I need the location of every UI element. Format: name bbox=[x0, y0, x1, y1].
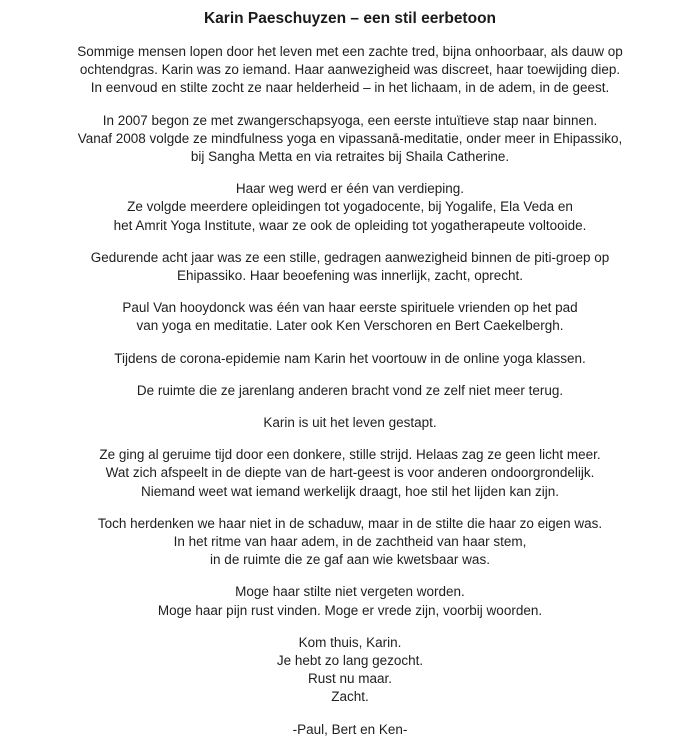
paragraph bbox=[0, 249, 700, 285]
paragraph bbox=[0, 515, 700, 570]
text-line: Haar weg werd er één van verdieping. bbox=[235, 181, 465, 197]
text-line: in de ruimte die ze gaf aan wie kwetsbaar was. bbox=[210, 552, 490, 568]
text-line: Kom thuis, Karin. bbox=[298, 634, 402, 650]
text-line: Sommige mensen lopen door het leven met een zachte tred, bijna onhoorbaar, als dauw op bbox=[77, 44, 623, 59]
text-line: Rust nu maar. bbox=[307, 671, 393, 687]
text-line: Ze volgde meerdere opleidingen tot yogadocente, bij Yogalife, Ela Veda en bbox=[127, 199, 573, 215]
text-line: In 2007 begon ze met zwangerschapsyoga, een eerste intuïtieve stap naar binnen. bbox=[102, 112, 598, 128]
text-line: Wat zich afspeelt in de diepte van de hart-geest is voor anderen ondoorgrondelijk. bbox=[105, 465, 595, 481]
paragraph bbox=[0, 299, 700, 335]
text-line: Ehipassiko. Haar beoefening was innerlijk, zacht, oprecht. bbox=[177, 268, 523, 284]
paragraph bbox=[0, 112, 700, 167]
text-line: Niemand weet wat iemand werkelijk draagt, hoe stil het lijden kan zijn. bbox=[141, 483, 559, 499]
text-line: De ruimte die ze jarenlang anderen bracht vond ze zelf niet meer terug. bbox=[136, 382, 564, 398]
paragraph bbox=[0, 721, 700, 739]
text-line: -Paul, Bert en Ken- bbox=[292, 721, 408, 737]
text-line: van yoga en meditatie. Later ook Ken Verschoren en Bert Caekelbergh. bbox=[136, 318, 564, 334]
text-line: het Amrit Yoga Institute, waar ze ook de opleiding tot yogatherapeute voltooide. bbox=[113, 217, 587, 233]
text-line: Moge haar stilte niet vergeten worden. bbox=[235, 584, 465, 600]
text-line: Tijdens de corona-epidemie nam Karin het voortouw in de online yoga klassen. bbox=[114, 350, 586, 366]
paragraph bbox=[0, 180, 700, 235]
text-line: Zacht. bbox=[331, 689, 369, 705]
text-line: Je hebt zo lang gezocht. bbox=[276, 653, 424, 669]
text-line: Moge haar pijn rust vinden. Moge er vrede zijn, voorbij woorden. bbox=[157, 602, 543, 618]
paragraph bbox=[0, 583, 700, 619]
text-line: Paul Van hooydonck was één van haar eerste spirituele vrienden op het pad bbox=[122, 300, 578, 316]
paragraph bbox=[0, 43, 700, 98]
text-line: In het ritme van haar adem, in de zachtheid van haar stem, bbox=[173, 534, 527, 550]
text-line: In eenvoud en stilte zocht ze naar helderheid – in het lichaam, in de adem, in de geest. bbox=[90, 80, 610, 96]
page-title: Karin Paeschuyzen – een stil eerbetoon bbox=[203, 10, 497, 27]
paragraph bbox=[0, 414, 700, 432]
text-line: Ze ging al geruime tijd door een donkere, stille strijd. Helaas zag ze geen licht meer. bbox=[99, 447, 601, 463]
text-line: bij Sangha Metta en via retraites bij Shaila Catherine. bbox=[190, 149, 510, 165]
paragraph bbox=[0, 350, 700, 368]
paragraph bbox=[0, 382, 700, 400]
paragraph bbox=[0, 446, 700, 501]
text-line: Karin is uit het leven gestapt. bbox=[263, 415, 437, 431]
text-line: ochtendgras. Karin was zo iemand. Haar aanwezigheid was discreet, haar toewijding diep. bbox=[79, 62, 621, 78]
paragraph bbox=[0, 634, 700, 707]
tribute-text bbox=[0, 43, 700, 739]
text-line: Gedurende acht jaar was ze een stille, gedragen aanwezigheid binnen de piti-groep op bbox=[90, 249, 610, 265]
text-line: Vanaf 2008 volgde ze mindfulness yoga en vipassanā-meditatie, onder meer in Ehipassiko, bbox=[77, 130, 623, 146]
text-line: Toch herdenken we haar niet in de schaduw, maar in de stilte die haar zo eigen was. bbox=[97, 515, 603, 531]
